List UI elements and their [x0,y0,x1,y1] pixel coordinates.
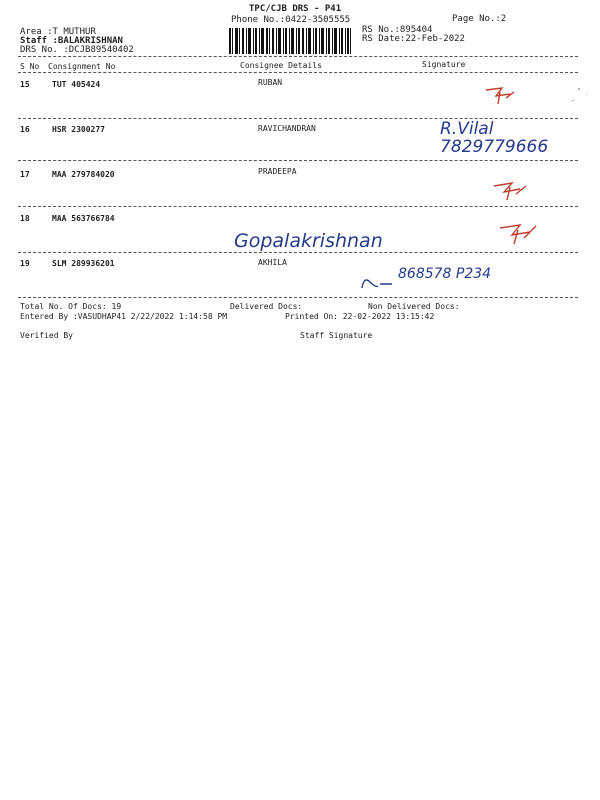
divider [18,252,578,253]
rs-number: RS No.:895404 [362,25,433,35]
divider [18,160,578,161]
entered-by: Entered By :VASUDHAP41 2/22/2022 1:14:58 PM [20,312,228,321]
row-consignee: PRADEEPA [258,167,297,176]
signature-mark [482,84,518,106]
row-consignee: RAVICHANDRAN [258,124,316,133]
column-header-signature: Signature [422,60,466,69]
page-number: Page No.:2 [452,14,507,24]
row-consignment: MAA 563766784 [52,214,115,223]
printed-on: Printed On: 22-02-2022 13:15:42 [285,312,435,321]
scan-speck [572,100,574,101]
scan-speck [578,88,580,90]
signature-mark [490,178,530,202]
barcode-image [229,28,351,54]
handwritten-name: Gopalakrishnan [234,230,383,252]
signature-mark [496,220,540,246]
verified-by: Verified By [20,331,73,340]
row-sno: 17 [20,170,30,179]
delivered-docs: Delivered Docs: [230,302,303,311]
divider [18,72,578,73]
row-sno: 16 [20,125,30,134]
column-header-consignment: Consignment No [48,62,116,71]
total-docs: Total No. Of Docs: 19 [20,302,122,311]
drs-number: DRS No. :DCJB89540402 [20,45,134,55]
staff-label: Staff :BALAKRISHNAN [20,36,123,46]
divider [18,56,578,57]
row-sno: 15 [20,80,30,89]
row-sno: 19 [20,259,30,268]
row-consignee: RUBAN [258,78,283,87]
signature-mark [356,272,396,294]
column-header-sno: S No [20,62,40,71]
row-consignee: AKHILA [258,258,287,267]
area-label: Area :T MUTHUR [20,27,96,37]
row-consignment: HSR 2300277 [52,125,105,134]
handwritten-signature: R.Vilal 7829779666 [440,119,549,157]
row-consignment: TUT 405424 [52,80,101,89]
phone-number: Phone No.:0422-3505555 [231,15,351,25]
scan-speck [586,94,587,95]
row-sno: 18 [20,214,30,223]
divider [18,118,578,119]
row-consignment: MAA 279784020 [52,170,115,179]
handwritten-number: 868578 P234 [398,266,492,282]
row-consignment: SLM 289936201 [52,259,115,268]
non-delivered-docs: Non Delivered Docs: [368,302,460,311]
divider [18,206,578,207]
staff-signature: Staff Signature [300,331,373,340]
rs-date: RS Date:22-Feb-2022 [362,34,465,44]
document-title: TPC/CJB DRS - P41 [249,4,342,14]
divider [18,297,578,298]
column-header-consignee: Consignee Details [240,61,322,70]
